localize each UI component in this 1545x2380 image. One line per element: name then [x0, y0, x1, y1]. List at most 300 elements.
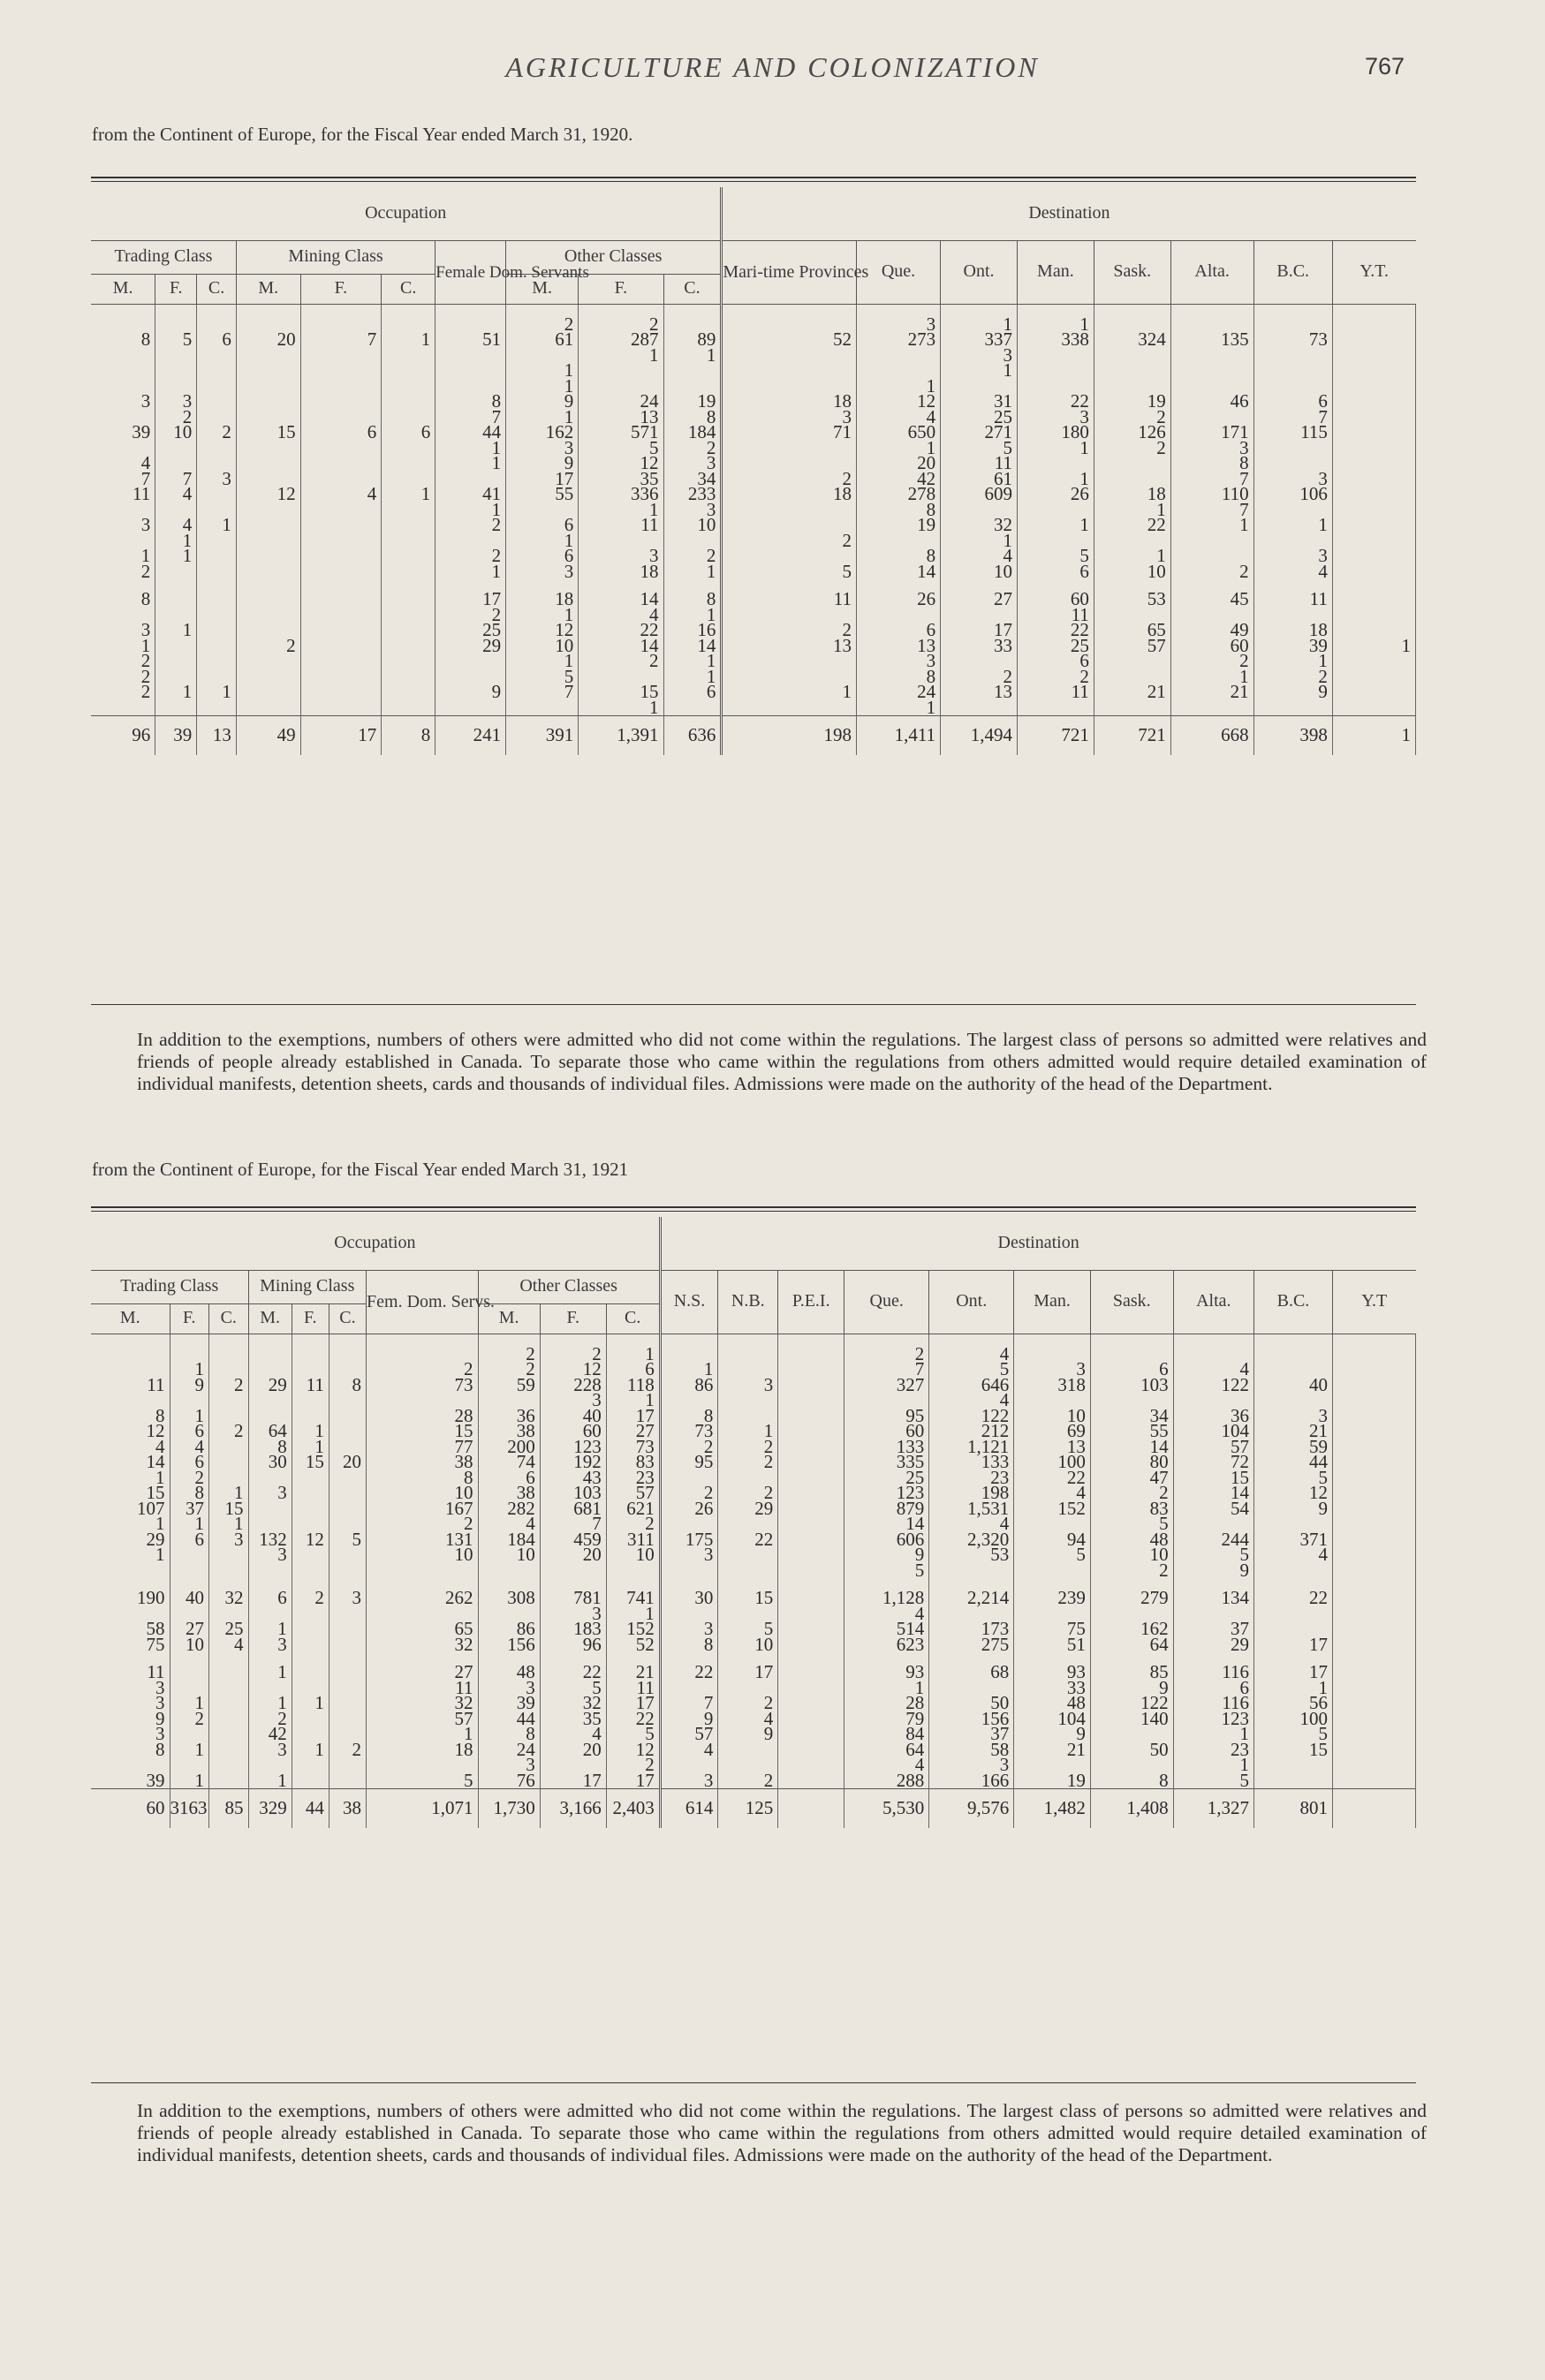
table-cell: 14 — [579, 638, 663, 654]
table-cell — [197, 623, 237, 638]
table1-caption: from the Continent of Europe, for the Fiscal Year ended March 31, 1920. — [92, 124, 633, 145]
table-cell: 94 — [1014, 1532, 1091, 1548]
table-cell — [236, 669, 300, 685]
table-cell — [382, 348, 435, 364]
table-cell — [155, 564, 197, 580]
table-cell: 1 — [382, 487, 435, 502]
table-cell: 34 — [663, 472, 722, 487]
table-cell — [197, 348, 237, 364]
table-cell — [155, 363, 197, 379]
table-cell — [300, 669, 382, 685]
table-cell: 32 — [941, 518, 1018, 533]
table-cell — [1253, 363, 1332, 379]
table-cell — [155, 592, 197, 608]
table-cell — [1332, 1606, 1415, 1622]
table-cell: 2 — [329, 1742, 366, 1758]
table-cell: 53 — [1094, 592, 1170, 608]
table-cell: 13 — [579, 410, 663, 426]
table-cell: 8 — [856, 502, 940, 518]
table-cell: 116 — [1173, 1665, 1253, 1681]
table-cell: 4 — [929, 1347, 1014, 1363]
table-cell: 122 — [1173, 1378, 1253, 1394]
table-cell: 1 — [292, 1742, 329, 1758]
table-cell: 244 — [1173, 1532, 1253, 1548]
table2-other-f: F. — [540, 1303, 606, 1334]
table-cell: 17 — [1253, 1665, 1332, 1681]
table-cell — [778, 1726, 844, 1742]
table-cell: 2 — [1170, 654, 1253, 669]
table2-fem-servants-header: Fem. Dom. Servs. — [367, 1270, 478, 1334]
table-cell: 40 — [170, 1590, 209, 1606]
table2-mining-f: F. — [292, 1303, 329, 1334]
table-cell: 29 — [435, 638, 506, 654]
table-cell: 59 — [1253, 1439, 1332, 1455]
table-cell: 103 — [540, 1485, 606, 1501]
table-cell — [778, 1347, 844, 1363]
table2 — [91, 1217, 1416, 1828]
total-cell: 668 — [1170, 716, 1253, 756]
table-cell — [1094, 700, 1170, 716]
table-cell — [1332, 564, 1415, 580]
table-cell: 73 — [1253, 332, 1332, 348]
table-cell: 19 — [663, 394, 722, 410]
table-cell — [197, 441, 237, 457]
table-cell — [170, 1547, 209, 1563]
table-cell: 288 — [844, 1773, 929, 1789]
total-cell: 1,411 — [856, 716, 940, 756]
table-row — [91, 1470, 1416, 1486]
table-cell: 1 — [209, 1485, 249, 1501]
table-cell: 135 — [1170, 332, 1253, 348]
table-cell — [722, 502, 857, 518]
table-cell: 1 — [382, 332, 435, 348]
table-cell: 14 — [1173, 1485, 1253, 1501]
table-row — [91, 1547, 1416, 1563]
table-cell: 22 — [606, 1711, 660, 1727]
table-cell: 7 — [540, 1516, 606, 1532]
table-cell: 9 — [1090, 1681, 1173, 1696]
table-cell: 2 — [540, 1347, 606, 1363]
table-cell: 2 — [718, 1773, 778, 1789]
table-cell: 57 — [1173, 1439, 1253, 1455]
table-cell: 103 — [1090, 1378, 1173, 1394]
table-cell: 95 — [844, 1409, 929, 1424]
table-cell: 118 — [606, 1378, 660, 1394]
table-cell: 25 — [844, 1470, 929, 1486]
table-cell: 48 — [478, 1665, 540, 1681]
table-cell — [1332, 1742, 1415, 1758]
table-cell — [209, 1454, 249, 1470]
table-cell — [778, 1485, 844, 1501]
table-cell: 23 — [1173, 1742, 1253, 1758]
table-cell: 12 — [579, 456, 663, 472]
table-cell: 6 — [606, 1362, 660, 1378]
table-cell — [1253, 700, 1332, 716]
table-cell: 190 — [91, 1590, 170, 1606]
table-cell — [236, 608, 300, 623]
spacer-row — [91, 304, 1416, 317]
table-cell — [197, 592, 237, 608]
table-cell — [209, 1393, 249, 1409]
table-cell: 4 — [1173, 1362, 1253, 1378]
table-cell — [1332, 518, 1415, 533]
table-cell: 2 — [722, 472, 857, 487]
table-cell: 4 — [478, 1516, 540, 1532]
table-cell — [1332, 592, 1415, 608]
table-cell — [778, 1590, 844, 1606]
table-cell: 133 — [844, 1439, 929, 1455]
table-cell: 1 — [663, 348, 722, 364]
table-cell: 6 — [1017, 564, 1094, 580]
table-cell: 35 — [579, 472, 663, 487]
total-cell: 636 — [663, 716, 722, 756]
table-cell: 33 — [1014, 1681, 1091, 1696]
table-cell: 44 — [478, 1711, 540, 1727]
table-cell: 24 — [478, 1742, 540, 1758]
table-cell: 50 — [929, 1696, 1014, 1711]
table-cell: 9 — [435, 684, 506, 700]
table-cell: 34 — [1090, 1409, 1173, 1424]
table-cell: 9 — [506, 456, 579, 472]
table-cell: 74 — [478, 1454, 540, 1470]
total-cell: 241 — [435, 716, 506, 756]
table-cell — [778, 1439, 844, 1455]
table-cell — [1017, 348, 1094, 364]
table-cell: 5 — [722, 564, 857, 580]
table-row — [91, 669, 1416, 685]
table-cell — [1332, 654, 1415, 669]
table-cell: 59 — [478, 1378, 540, 1394]
table-cell: 73 — [606, 1439, 660, 1455]
table-cell: 879 — [844, 1501, 929, 1517]
table-cell: 228 — [540, 1378, 606, 1394]
table-cell: 14 — [579, 592, 663, 608]
table-cell: 184 — [663, 425, 722, 441]
table-cell — [236, 441, 300, 457]
table-cell: 1 — [248, 1621, 292, 1637]
table-cell: 9 — [1173, 1563, 1253, 1579]
table-cell: 25 — [1017, 638, 1094, 654]
table-cell: 76 — [478, 1773, 540, 1789]
table-cell: 4 — [579, 608, 663, 623]
table-cell: 212 — [929, 1424, 1014, 1439]
table-cell: 311 — [606, 1532, 660, 1548]
total-cell: 1,730 — [478, 1789, 540, 1829]
table-cell: 60 — [1170, 638, 1253, 654]
table-cell: 2 — [367, 1516, 478, 1532]
table-cell: 15 — [236, 425, 300, 441]
table-row — [91, 1454, 1416, 1470]
table-cell: 1 — [606, 1347, 660, 1363]
table-cell: 167 — [367, 1501, 478, 1517]
table-cell: 459 — [540, 1532, 606, 1548]
table-cell: 35 — [540, 1711, 606, 1727]
table-cell — [1332, 394, 1415, 410]
table-cell: 2 — [660, 1439, 718, 1455]
table-cell: 4 — [941, 548, 1018, 564]
table-cell: 2 — [91, 669, 155, 685]
table-cell — [778, 1606, 844, 1622]
table-cell: 7 — [660, 1696, 718, 1711]
table-cell — [1332, 1711, 1415, 1727]
total-cell: 49 — [236, 716, 300, 756]
table-cell — [300, 592, 382, 608]
table-cell: 180 — [1017, 425, 1094, 441]
table-cell — [722, 548, 857, 564]
table-cell — [197, 394, 237, 410]
table-cell — [329, 1347, 366, 1363]
table-cell: 20 — [856, 456, 940, 472]
table2-other-c: C. — [606, 1303, 660, 1334]
table-cell: 1 — [1253, 1681, 1332, 1696]
table-cell: 3 — [91, 518, 155, 533]
table-cell: 9 — [506, 394, 579, 410]
table-cell — [300, 684, 382, 700]
table-cell: 4 — [844, 1606, 929, 1622]
table-cell: 22 — [718, 1532, 778, 1548]
table-cell — [722, 363, 857, 379]
table-cell: 327 — [844, 1378, 929, 1394]
table-cell: 32 — [367, 1637, 478, 1653]
spacer-row — [91, 1652, 1416, 1665]
table-cell — [778, 1681, 844, 1696]
table-cell — [367, 1757, 478, 1773]
table-cell: 10 — [506, 638, 579, 654]
table-cell: 37 — [929, 1726, 1014, 1742]
table-cell: 1 — [91, 548, 155, 564]
table-cell: 17 — [606, 1773, 660, 1789]
table-cell: 132 — [248, 1532, 292, 1548]
table-cell: 336 — [579, 487, 663, 502]
table-cell — [722, 654, 857, 669]
table-cell — [329, 1757, 366, 1773]
table-cell: 19 — [1094, 394, 1170, 410]
table-cell: 6 — [856, 623, 940, 638]
table-cell — [292, 1757, 329, 1773]
table1-other-f: F. — [579, 274, 663, 304]
table-cell — [292, 1711, 329, 1727]
table-cell: 3 — [579, 548, 663, 564]
table-cell: 64 — [248, 1424, 292, 1439]
table1-que-header: Que. — [856, 240, 940, 304]
table-cell: 2 — [506, 317, 579, 333]
table-cell: 156 — [478, 1637, 540, 1653]
table-cell: 21 — [1014, 1742, 1091, 1758]
table-cell — [367, 1347, 478, 1363]
table-cell: 3 — [722, 410, 857, 426]
table-cell: 15 — [718, 1590, 778, 1606]
table-cell: 1 — [435, 441, 506, 457]
table-cell: 38 — [478, 1485, 540, 1501]
table2-mining-class-header: Mining Class — [248, 1270, 367, 1303]
table-cell — [1332, 1439, 1415, 1455]
table-cell: 6 — [1253, 394, 1332, 410]
table-cell: 12 — [1253, 1485, 1332, 1501]
table-cell: 1 — [718, 1424, 778, 1439]
table-row — [91, 1773, 1416, 1789]
table-cell — [1332, 332, 1415, 348]
table-cell: 5 — [579, 441, 663, 457]
table-cell: 623 — [844, 1637, 929, 1653]
table2-other-m: M. — [478, 1303, 540, 1334]
table-cell: 123 — [540, 1439, 606, 1455]
table-cell: 68 — [929, 1665, 1014, 1681]
table-cell — [660, 1563, 718, 1579]
table-cell — [91, 1347, 170, 1363]
table-cell: 192 — [540, 1454, 606, 1470]
table-cell: 1 — [579, 348, 663, 364]
table-cell: 3 — [91, 1726, 170, 1742]
table-cell: 17 — [435, 592, 506, 608]
total-cell: 96 — [91, 716, 155, 756]
table-cell: 56 — [1253, 1696, 1332, 1711]
table-cell — [300, 379, 382, 395]
table-cell: 64 — [844, 1742, 929, 1758]
table-cell — [435, 363, 506, 379]
table-cell: 25 — [941, 410, 1018, 426]
table-cell: 32 — [540, 1696, 606, 1711]
table-cell: 24 — [856, 684, 940, 700]
table-cell: 1 — [506, 654, 579, 669]
table-row — [91, 1606, 1416, 1622]
table-cell — [1332, 608, 1415, 623]
table-cell — [292, 1393, 329, 1409]
table-cell: 781 — [540, 1590, 606, 1606]
total-cell: 721 — [1094, 716, 1170, 756]
table-cell: 12 — [292, 1532, 329, 1548]
table-cell: 116 — [1173, 1696, 1253, 1711]
table-cell: 338 — [1017, 332, 1094, 348]
table-cell — [1014, 1563, 1091, 1579]
table-cell: 48 — [1090, 1532, 1173, 1548]
table-cell: 1 — [292, 1424, 329, 1439]
table-cell — [382, 608, 435, 623]
table-cell — [209, 1665, 249, 1681]
table-cell: 1 — [91, 1547, 170, 1563]
table-cell: 17 — [941, 623, 1018, 638]
table-cell: 12 — [236, 487, 300, 502]
table-cell: 609 — [941, 487, 1018, 502]
total-cell: 9,576 — [929, 1789, 1014, 1829]
table-cell: 1 — [170, 1409, 209, 1424]
table2-ns-header: N.S. — [660, 1270, 718, 1334]
table-cell: 10 — [1014, 1409, 1091, 1424]
table-cell: 8 — [91, 1409, 170, 1424]
table-cell: 3 — [1170, 441, 1253, 457]
table-cell: 13 — [856, 638, 940, 654]
table-cell — [382, 456, 435, 472]
table-cell: 26 — [1017, 487, 1094, 502]
running-header — [0, 51, 1545, 87]
table-cell: 14 — [844, 1516, 929, 1532]
table-cell: 6 — [248, 1590, 292, 1606]
table-cell: 324 — [1094, 332, 1170, 348]
table-row — [91, 394, 1416, 410]
table-cell: 5 — [506, 669, 579, 685]
table2-que-header: Que. — [844, 1270, 929, 1334]
table-cell: 1 — [197, 684, 237, 700]
table-cell: 9 — [170, 1378, 209, 1394]
table-cell: 32 — [367, 1696, 478, 1711]
table-cell: 79 — [844, 1711, 929, 1727]
table1-maritime-header: Mari-time Provinces — [722, 240, 857, 304]
table-cell: 16 — [663, 623, 722, 638]
total-cell: 5,530 — [844, 1789, 929, 1829]
table-cell: 10 — [606, 1547, 660, 1563]
table-cell — [209, 1726, 249, 1742]
table-cell: 71 — [722, 425, 857, 441]
table-cell — [1332, 441, 1415, 457]
table-cell — [382, 638, 435, 654]
table-cell — [197, 548, 237, 564]
table-cell: 11 — [579, 518, 663, 533]
table-cell — [209, 1773, 249, 1789]
total-cell — [1332, 1789, 1415, 1829]
total-cell: 44 — [292, 1789, 329, 1829]
table-row — [91, 348, 1416, 364]
table-cell: 20 — [236, 332, 300, 348]
table-cell: 25 — [435, 623, 506, 638]
table-cell — [300, 456, 382, 472]
table-cell: 1 — [941, 317, 1018, 333]
table-cell: 1 — [1017, 472, 1094, 487]
table-cell — [209, 1563, 249, 1579]
total-cell: 39 — [155, 716, 197, 756]
table-cell: 175 — [660, 1532, 718, 1548]
table-cell — [1332, 1637, 1415, 1653]
table-cell: 22 — [579, 623, 663, 638]
table-cell — [236, 363, 300, 379]
table-cell — [329, 1621, 366, 1637]
table-cell — [722, 441, 857, 457]
table-cell: 2 — [248, 1711, 292, 1727]
table-cell: 1 — [248, 1665, 292, 1681]
table-cell: 8 — [660, 1409, 718, 1424]
table1-bottom-rule — [91, 1004, 1416, 1005]
table-cell: 4 — [660, 1742, 718, 1758]
total-cell: 13 — [197, 716, 237, 756]
table-cell: 6 — [1017, 654, 1094, 669]
table-cell — [300, 441, 382, 457]
table-cell: 96 — [540, 1637, 606, 1653]
table-cell — [663, 700, 722, 716]
table-cell: 1 — [292, 1439, 329, 1455]
table-cell: 45 — [1170, 592, 1253, 608]
table-cell: 4 — [844, 1757, 929, 1773]
table-cell: 32 — [209, 1590, 249, 1606]
table-cell: 5 — [1017, 548, 1094, 564]
table-cell: 1 — [155, 533, 197, 549]
table-cell — [382, 533, 435, 549]
spacer-row — [91, 1334, 1416, 1347]
total-cell: 398 — [1253, 716, 1332, 756]
table-cell: 31 — [941, 394, 1018, 410]
table-cell — [718, 1547, 778, 1563]
table-cell — [856, 348, 940, 364]
table-cell: 10 — [663, 518, 722, 533]
table-cell: 18 — [367, 1742, 478, 1758]
table1-other-classes-header: Other Classes — [506, 240, 722, 274]
table-cell — [1332, 1485, 1415, 1501]
table-cell: 47 — [1090, 1470, 1173, 1486]
table-cell — [300, 654, 382, 669]
table-cell — [778, 1773, 844, 1789]
table-cell: 26 — [660, 1501, 718, 1517]
table-cell: 7 — [1170, 472, 1253, 487]
table-cell: 1 — [170, 1696, 209, 1711]
table-cell — [300, 623, 382, 638]
table-cell — [236, 564, 300, 580]
